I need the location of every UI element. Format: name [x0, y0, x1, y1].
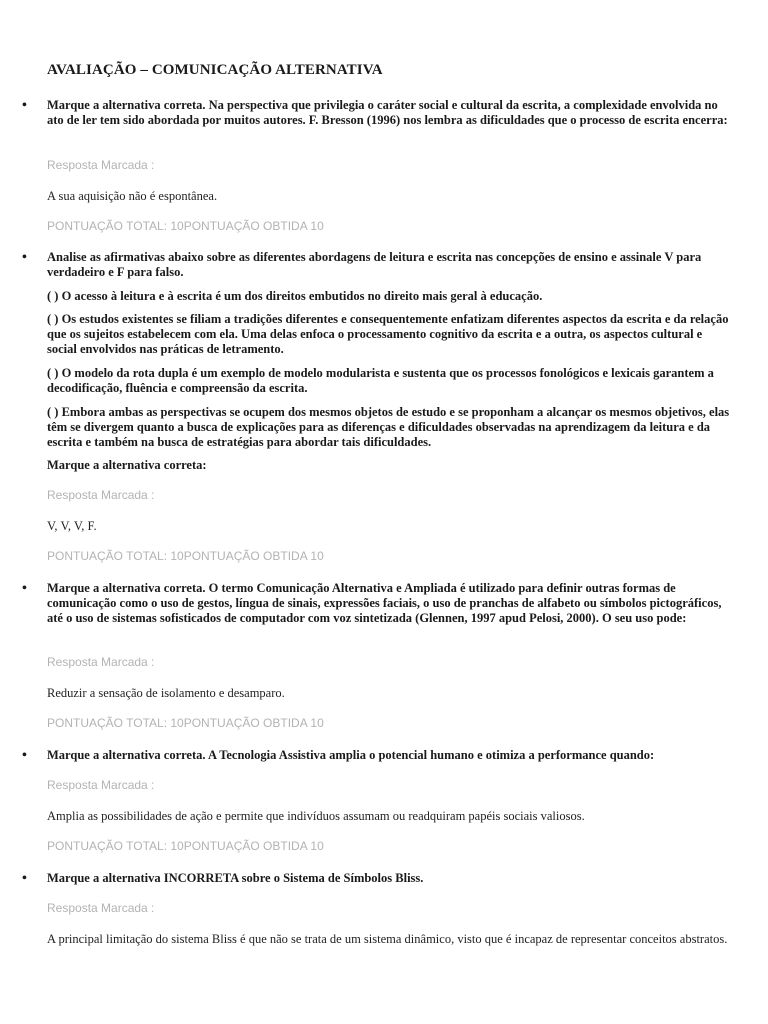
statement-1: ( ) O acesso à leitura e à escrita é um dos direitos embutidos no direito mais geral à educação. — [47, 289, 543, 303]
statement-4: ( ) Embora ambas as perspectivas se ocupem dos mesmos objetos de estudo e se proponham a alcançar os mesmos objetivos, elas têm se divergem quanto a busca de explicações para as diferenças e dificuldades observadas na aprendizagem da leitura e da escrita e também na busca de estratégias para abordar tais dificuldades. — [47, 405, 730, 449]
answer-text: Amplia as possibilidades de ação e permite que indivíduos assumam ou readquiram papéis sociais valiosos. — [47, 809, 585, 823]
question-text: Marque a alternativa correta. Na perspectiva que privilegia o caráter social e cultural da escrita, a complexidade envolvida no ato de ler tem sido abordada por muitos autores. F. Bresson (1996) nos lembra as dificuldades que o processo de escrita encerra: — [47, 98, 728, 127]
marked-answer-label: Resposta Marcada : — [47, 158, 155, 172]
statement-3: ( ) O modelo da rota dupla é um exemplo de modelo modularista e sustenta que os processos fonológicos e lexicais garantem a decodificação, fluência e compreensão da escrita. — [47, 366, 714, 395]
question-subtext: Marque a alternativa correta: — [47, 458, 207, 472]
statement-2: ( ) Os estudos existentes se filiam a tradições diferentes e consequentemente enfatizam diferentes aspectos da escrita e da relação que os sujeitos estabelecem com ela. Uma delas enfoca o processamento cognitivo da escrita e a outra, os aspectos cultural e social envolvidos nas práticas de letramento. — [47, 312, 729, 356]
question-text: Marque a alternativa INCORRETA sobre o Sistema de Símbolos Bliss. — [47, 871, 424, 885]
document-title: AVALIAÇÃO – COMUNICAÇÃO ALTERNATIVA — [47, 62, 383, 78]
bullet-icon: • — [22, 748, 27, 763]
marked-answer-label: Resposta Marcada : — [47, 901, 155, 915]
bullet-icon: • — [22, 250, 27, 265]
marked-answer-label: Resposta Marcada : — [47, 488, 155, 502]
bullet-icon: • — [22, 581, 27, 596]
question-text: Marque a alternativa correta. O termo Comunicação Alternativa e Ampliada é utilizado para definir outras formas de comunicação como o uso de gestos, língua de sinais, expressões faciais, o uso de pranchas de alfabeto ou símbolos pictográficos, até o uso de sistemas sofisticados de computador com voz sintetizada (Glennen, 1997 apud Pelosi, 2000). O seu uso pode: — [47, 581, 722, 625]
answer-text: V, V, V, F. — [47, 519, 97, 533]
question-text: Analise as afirmativas abaixo sobre as diferentes abordagens de leitura e escrita nas concepções de ensino e assinale V para verdadeiro e F para falso. — [47, 250, 702, 279]
score-line: PONTUAÇÃO TOTAL: 10PONTUAÇÃO OBTIDA 10 — [47, 839, 324, 853]
answer-text: A principal limitação do sistema Bliss é que não se trata de um sistema dinâmico, visto que é incapaz de representar conceitos abstratos. — [47, 932, 728, 946]
answer-text: A sua aquisição não é espontânea. — [47, 189, 218, 203]
score-line: PONTUAÇÃO TOTAL: 10PONTUAÇÃO OBTIDA 10 — [47, 716, 324, 730]
answer-text: Reduzir a sensação de isolamento e desamparo. — [47, 686, 285, 700]
bullet-icon: • — [22, 871, 27, 886]
marked-answer-label: Resposta Marcada : — [47, 778, 155, 792]
bullet-icon: • — [22, 98, 27, 113]
score-line: PONTUAÇÃO TOTAL: 10PONTUAÇÃO OBTIDA 10 — [47, 219, 324, 233]
marked-answer-label: Resposta Marcada : — [47, 655, 155, 669]
question-text: Marque a alternativa correta. A Tecnologia Assistiva amplia o potencial humano e otimiza a performance quando: — [47, 748, 655, 762]
score-line: PONTUAÇÃO TOTAL: 10PONTUAÇÃO OBTIDA 10 — [47, 549, 324, 563]
